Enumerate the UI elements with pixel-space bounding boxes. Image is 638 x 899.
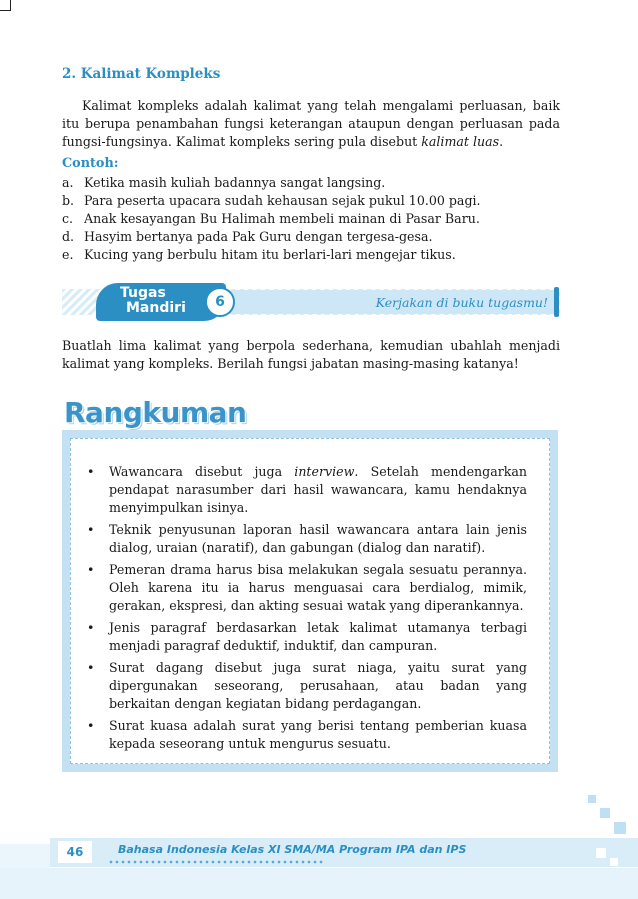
list-item — [87, 463, 527, 517]
footer-bottom-band — [0, 868, 638, 899]
rangkuman-title: Rangkuman — [64, 396, 247, 429]
crop-mark-top-left — [0, 0, 11, 11]
footer-book-title: Bahasa Indonesia Kelas XI SMA/MA Program IPA dan IPS — [118, 843, 467, 856]
list-text: Hasyim bertanya pada Pak Guru dengan tergesa-gesa. — [84, 229, 433, 244]
list-text — [109, 463, 527, 517]
footer-dots — [108, 860, 323, 864]
tugas-instruction: Buatlah lima kalimat yang berpola sederhana, kemudian ubahlah menjadi kalimat yang kompleks. Berilah fungsi jabatan masing-masing katanya! — [62, 338, 560, 371]
list-letter: c. — [62, 211, 74, 226]
intro-end: . — [499, 134, 504, 149]
list-item — [62, 210, 562, 228]
tugas-mandiri-banner — [62, 283, 560, 323]
text-part: Wawancara disebut juga — [109, 464, 295, 479]
list-text: Para peserta upacara sudah kehausan sejak pukul 10.00 pagi. — [84, 193, 481, 208]
tugas-number-badge: 6 — [205, 287, 235, 317]
bullet: • — [87, 562, 95, 577]
tugas-label-line1: Tugas — [120, 285, 166, 301]
list-item — [62, 192, 562, 210]
example-heading: Contoh: — [62, 156, 119, 171]
list-item — [87, 619, 527, 655]
list-text: Surat dagang disebut juga surat niaga, yaitu surat yang dipergunakan seseorang, perusahaan, atau badan yang berkaitan dengan kegiatan bidang perdagangan. — [109, 660, 527, 711]
list-letter: d. — [62, 229, 75, 244]
deco-square — [588, 795, 596, 803]
intro-italic-term: kalimat luas — [421, 134, 500, 149]
list-text: Jenis paragraf berdasarkan letak kalimat utamanya terbagi menjadi paragraf deduktif, induktif, dan campuran. — [109, 620, 527, 653]
list-text: Ketika masih kuliah badannya sangat langsing. — [84, 175, 386, 190]
bullet: • — [87, 522, 95, 537]
intro-paragraph — [62, 97, 560, 151]
rangkuman-list — [87, 463, 527, 753]
list-item — [62, 174, 562, 192]
list-item — [62, 228, 562, 246]
intro-text: Kalimat kompleks adalah kalimat yang telah mengalami perluasan, baik itu berupa penambahan fungsi keterangan ataupun dengan perluasan pada fungsi-fungsinya. Kalimat kompleks sering pula disebut — [62, 98, 560, 149]
list-text: Surat kuasa adalah surat yang berisi tentang pemberian kuasa kepada seseorang untuk mengurus sesuatu. — [109, 718, 527, 751]
list-text: Kucing yang berbulu hitam itu berlari-lari mengejar tikus. — [84, 247, 456, 262]
rangkuman-box — [62, 430, 558, 772]
banner-end-bar — [554, 287, 559, 317]
list-item — [87, 659, 527, 713]
bullet: • — [87, 620, 95, 635]
deco-square — [610, 858, 618, 866]
list-item — [87, 561, 527, 615]
page-number: 46 — [58, 841, 92, 863]
example-list — [62, 174, 562, 264]
list-text: Teknik penyusunan laporan hasil wawancara antara lain jenis dialog, uraian (naratif), dan gabungan (dialog dan naratif). — [109, 522, 527, 555]
text-italic-part: interview — [294, 464, 355, 479]
deco-square — [614, 822, 626, 834]
tugas-label-line2: Mandiri — [126, 300, 186, 316]
bullet: • — [87, 718, 95, 733]
deco-square — [600, 808, 610, 818]
bullet: • — [87, 464, 95, 479]
list-letter: e. — [62, 247, 74, 262]
deco-square — [596, 848, 606, 858]
list-item — [87, 521, 527, 557]
section-title: 2. Kalimat Kompleks — [62, 66, 221, 82]
list-item — [62, 246, 562, 264]
rangkuman-inner — [70, 438, 550, 764]
bullet: • — [87, 660, 95, 675]
text-part: . Setelah mendengarkan pendapat narasumber dari hasil wawancara, kamu hendaknya menyimpulkan isinya. — [109, 464, 527, 515]
list-letter: b. — [62, 193, 75, 208]
list-text: Anak kesayangan Bu Halimah membeli mainan di Pasar Baru. — [84, 211, 480, 226]
list-text: Pemeran drama harus bisa melakukan segala sesuatu perannya. Oleh karena itu ia harus menguasai cara berdialog, mimik, gerakan, ekspresi, dan akting sesuai watak yang diperankannya. — [109, 562, 527, 613]
tugas-note: Kerjakan di buku tugasmu! — [375, 295, 548, 310]
list-item — [87, 717, 527, 753]
list-letter: a. — [62, 175, 74, 190]
